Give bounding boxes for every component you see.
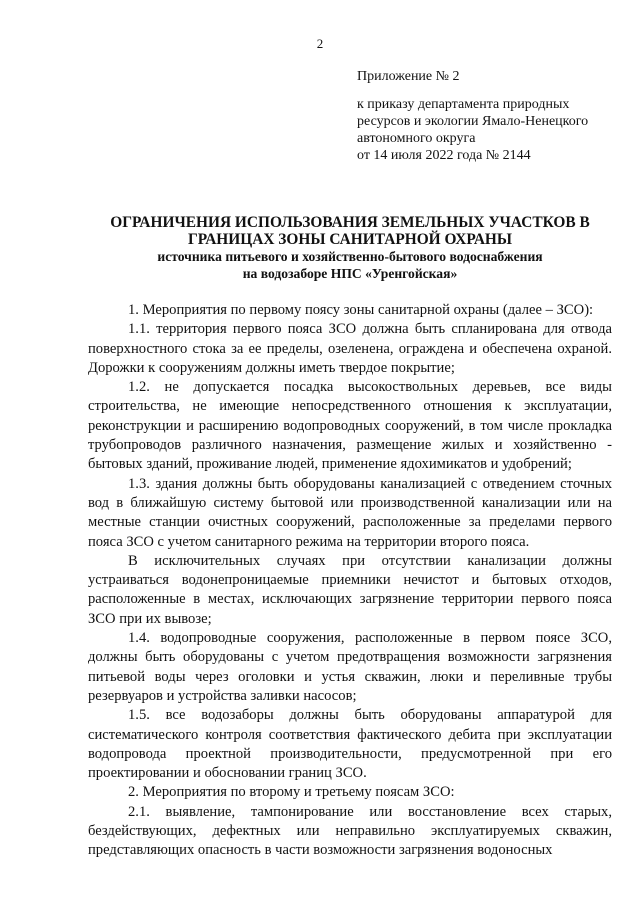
heading-subtitle-line: источника питьевого и хозяйственно-бытового водоснабжения <box>157 249 543 264</box>
paragraph: 1. Мероприятия по первому поясу зоны санитарной охраны (далее – ЗСО): <box>128 302 594 318</box>
appendix-line: от 14 июля 2022 года № 2144 <box>357 148 531 163</box>
heading-subtitle-line: на водозаборе НПС «Уренгойская» <box>242 266 458 281</box>
document-heading <box>88 214 612 282</box>
paragraph: 1.2. не допускается посадка высокоствольных деревьев, все виды строительства, не имеющие непосредственного отношения к эксплуатации, реконструкции и расширению водопроводных сооружений, в том числе прокладка трубопроводов различного назначения, размещение жилых и хозяйственно - бытовых зданий, проживание людей, применение ядохимикатов и удобрений; <box>88 379 612 473</box>
paragraph: 2. Мероприятия по второму и третьему поясам ЗСО: <box>128 784 455 801</box>
appendix-block <box>357 68 617 164</box>
appendix-title: Приложение № 2 <box>357 69 460 84</box>
heading-title-line: ГРАНИЦАХ ЗОНЫ САНИТАРНОЙ ОХРАНЫ <box>187 231 513 248</box>
paragraph: В исключительных случаях при отсутствии канализации должны устраиваться водонепроницаемые приемники нечистот и бытовых отходов, расположенные в местах, исключающих загрязнение территории первого пояса ЗСО при их вывозе; <box>88 552 612 627</box>
heading-title-line: ОГРАНИЧЕНИЯ ИСПОЛЬЗОВАНИЯ ЗЕМЕЛЬНЫХ УЧАСТКОВ В <box>110 214 590 231</box>
appendix-line: к приказу департамента природных <box>357 97 570 112</box>
page-number: 2 <box>316 36 324 51</box>
paragraph: 1.5. все водозаборы должны быть оборудованы аппаратурой для систематического контроля соответствия фактического дебита при эксплуатации водопровода проектной производительности, предусмотренной при его проектировании и обосновании границ ЗСО. <box>88 707 612 782</box>
document-body <box>88 301 612 861</box>
paragraph: 1.4. водопроводные сооружения, расположенные в первом поясе ЗСО, должны быть оборудованы с учетом предотвращения возможности загрязнения питьевой воды через оголовки и устья скважин, люки и переливные трубы резервуаров и устройства заливки насосов; <box>88 630 612 704</box>
appendix-line: ресурсов и экологии Ямало-Ненецкого <box>357 114 589 129</box>
paragraph: 1.3. здания должны быть оборудованы канализацией с отведением сточных вод в ближайшую систему бытовой или производственной канализации или на местные станции очистных сооружений, расположенные за пределами первого пояса ЗСО с учетом санитарного режима на территории второго пояса. <box>88 475 612 550</box>
paragraph: 1.1. территория первого пояса ЗСО должна быть спланирована для отвода поверхностного стока за ее пределы, озеленена, ограждена и обеспечена охраной. Дорожки к сооружениям должны иметь твердое покрытие; <box>88 321 612 376</box>
paragraph: 2.1. выявление, тампонирование или восстановление всех старых, бездействующих, дефектных или неправильно эксплуатируемых скважин, представляющих опасность в части возможности загрязнения водоносных <box>88 803 612 859</box>
appendix-line: автономного округа <box>357 131 476 146</box>
